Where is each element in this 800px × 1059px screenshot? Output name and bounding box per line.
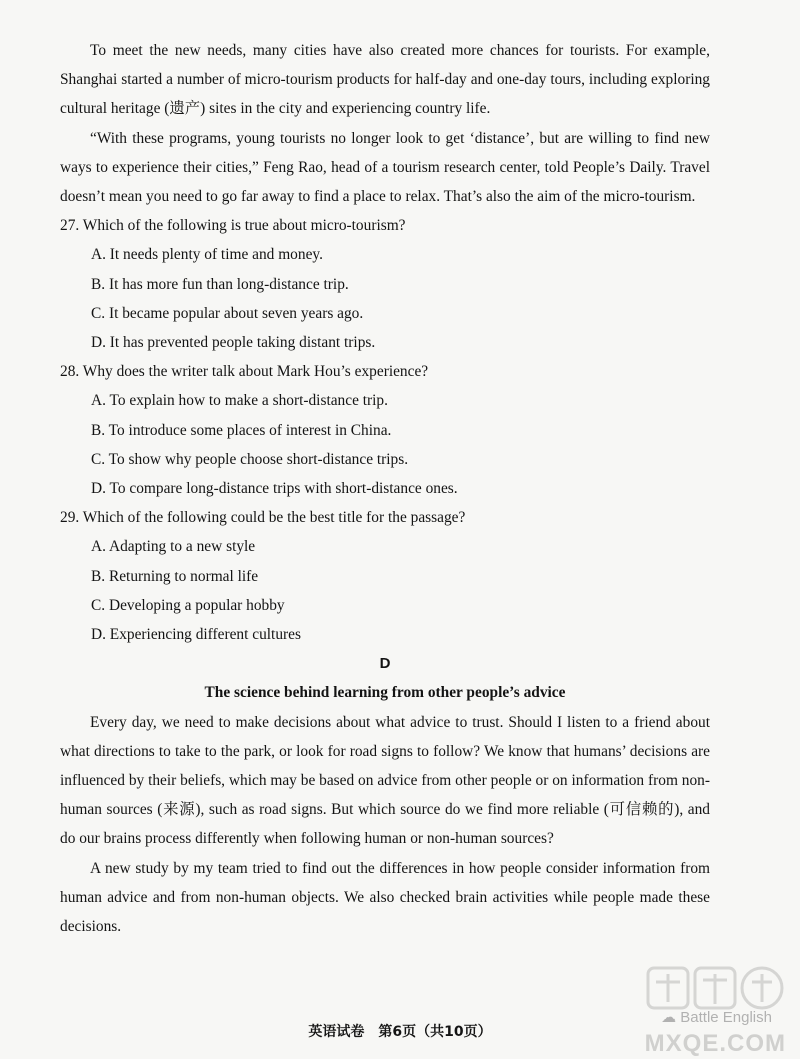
option-list [60,532,710,649]
option-d: D. Experiencing different cultures [91,626,301,644]
option-c: C. It became popular about seven years ago. [91,304,364,322]
option-b: B. Returning to normal life [91,567,259,585]
question-27 [60,211,710,357]
option-list [60,240,710,357]
option-b: B. To introduce some places of interest in China. [91,421,392,439]
passage-d-title: The science behind learning from other people’s advice [204,684,566,702]
page-footer: 英语试卷 第6页（共10页） [308,1024,492,1040]
option-list [60,386,710,503]
option-c: C. Developing a popular hobby [91,596,285,614]
watermark-site: MXQE.COM [644,1030,786,1057]
option-a: A. To explain how to make a short-distance trip. [91,392,388,410]
question-28 [60,357,710,503]
question-stem: 28. Why does the writer talk about Mark Hou’s experience? [60,363,429,381]
wechat-icon: ☁ [661,1009,681,1026]
passage-d-paragraph-2: A new study by my team tried to find out the differences in how people consider information from human advice and from non-human objects. We also checked brain activities while people made these decisions. [60,859,710,936]
passage-d-paragraph-1: Every day, we need to make decisions about what advice to trust. Should I listen to a friend about what directions to take to the park, or look for road signs to follow? We know that humans’ decisions are influenced by their beliefs, which may be based on advice from other people or on information from non-human sources (来源), such as road signs. But which source do we find more reliable (可信赖的), and do our brains process differently when following human or non-human sources? [60,713,710,848]
option-c: C. To show why people choose short-distance trips. [91,450,409,468]
section-letter: D [379,655,391,673]
question-29 [60,503,710,649]
page-content [60,36,710,941]
question-stem: 29. Which of the following could be the best title for the passage? [60,509,466,527]
option-b: B. It has more fun than long-distance trip. [91,275,349,293]
question-stem: 27. Which of the following is true about micro-tourism? [60,217,406,235]
passage-c-paragraph-2: “With these programs, young tourists no longer look to get ‘distance’, but are willing to find new ways to experience their cities,” Feng Rao, head of a tourism research center, told People’s Daily. Travel doesn’t mean you need to go far away to find a place to relax. That’s also the aim of the micro-tourism. [60,129,710,206]
passage-c-paragraph-1: To meet the new needs, many cities have also created more chances for tourists. For example, Shanghai started a number of micro-tourism products for half-day and one-day tours, including exploring cultural heritage (遗产) sites in the city and experiencing country life. [60,42,710,118]
option-a: A. It needs plenty of time and money. [91,246,323,264]
option-d: D. It has prevented people taking distant trips. [91,334,376,352]
option-a: A. Adapting to a new style [91,538,256,556]
watermark-account [661,1008,772,1026]
option-d: D. To compare long-distance trips with short-distance ones. [91,480,458,498]
watermark-account-name: Battle English [680,1009,772,1026]
